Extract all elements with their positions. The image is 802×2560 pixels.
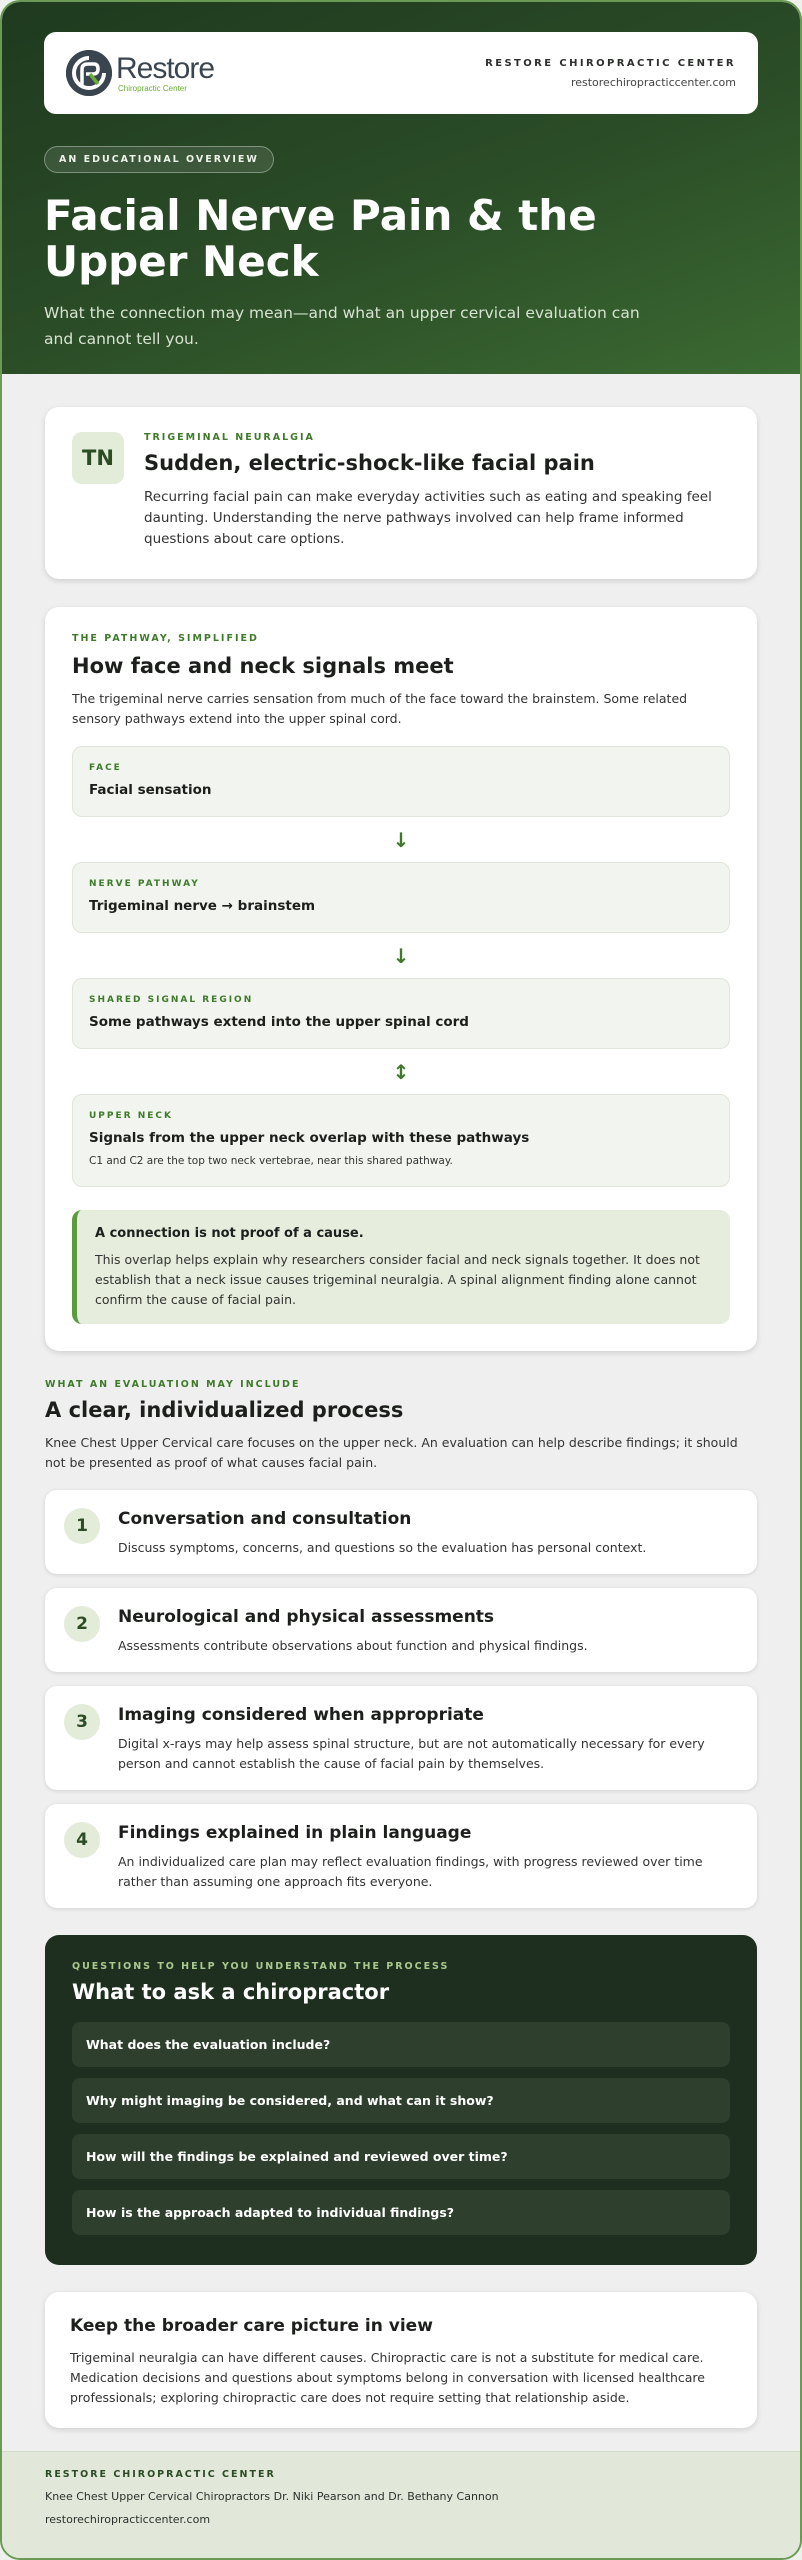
tn-card <box>45 407 757 579</box>
question-item: What does the evaluation include? <box>72 2022 730 2067</box>
care-card <box>45 2292 757 2428</box>
overview-pill: AN EDUCATIONAL OVERVIEW <box>44 146 274 173</box>
page-subtitle: What the connection may mean—and what an upper cervical evaluation can and cannot tell you. <box>44 304 640 348</box>
footer-doctors: Knee Chest Upper Cervical Chiropractors Dr. Niki Pearson and Dr. Bethany Cannon <box>45 2490 499 2503</box>
care-title: Keep the broader care picture in view <box>70 2316 433 2336</box>
tn-body: Recurring facial pain can make everyday activities such as eating and speaking feel daunting. Understanding the nerve pathways involved can help frame informed questions about care options. <box>144 489 712 547</box>
step-number: 1 <box>64 1508 100 1544</box>
logo-mark-icon <box>66 50 112 96</box>
process-step-body: An individualized care plan may reflect evaluation findings, with progress reviewed over time rather than assuming one approach fits everyone. <box>118 1854 703 1889</box>
process-step-title: Conversation and consultation <box>118 1509 412 1529</box>
process-step-body: Discuss symptoms, concerns, and questions so the evaluation has personal context. <box>118 1540 647 1555</box>
step-number: 4 <box>64 1822 100 1858</box>
tn-eyebrow: TRIGEMINAL NEURALGIA <box>144 432 315 443</box>
step-label: NERVE PATHWAY <box>89 879 200 889</box>
pathway-step-face <box>72 746 730 817</box>
pathway-step-nerve <box>72 862 730 933</box>
step-label: FACE <box>89 763 122 773</box>
process-step-title: Neurological and physical assessments <box>118 1607 495 1627</box>
process-step-title: Findings explained in plain language <box>118 1823 472 1843</box>
caution-callout <box>72 1210 730 1324</box>
process-step <box>45 1804 757 1908</box>
arrow-down-icon: ↓ <box>392 943 410 968</box>
question-item: How is the approach adapted to individual findings? <box>72 2190 730 2235</box>
pathway-step-shared <box>72 978 730 1049</box>
callout-title: A connection is not proof of a cause. <box>95 1226 364 1241</box>
process-step <box>45 1490 757 1574</box>
brand-name: RESTORE CHIROPRACTIC CENTER <box>485 57 736 69</box>
process-section <box>2 1379 800 1908</box>
process-step-body: Digital x-rays may help assess spinal structure, but are not automatically necessary for every person and cannot establish the cause of facial pain by themselves. <box>118 1736 705 1771</box>
step-title: Some pathways extend into the upper spinal cord <box>89 1014 469 1030</box>
care-body: Trigeminal neuralgia can have different causes. Chiropractic care is not a substitute for medical care. Medication decisions and questions about symptoms belong in conversation with licensed healthcare professionals; exploring chiropractic care does not require setting that relationship aside. <box>70 2350 705 2405</box>
footer <box>2 2451 800 2558</box>
footer-url[interactable]: restorechiropracticcenter.com <box>45 2513 211 2526</box>
footer-brand-name: RESTORE CHIROPRACTIC CENTER <box>45 2469 276 2480</box>
step-label: SHARED SIGNAL REGION <box>89 995 254 1005</box>
pathway-lead: The trigeminal nerve carries sensation from much of the face toward the brainstem. Some related sensory pathways extend into the upper spinal cord. <box>72 691 688 726</box>
question-item: How will the findings be explained and reviewed over time? <box>72 2134 730 2179</box>
step-note: C1 and C2 are the top two neck vertebrae, near this shared pathway. <box>89 1155 453 1167</box>
brand-info <box>485 58 736 89</box>
process-lead: Knee Chest Upper Cervical care focuses on the upper neck. An evaluation can help describe findings; it should not be presented as proof of what causes facial pain. <box>45 1435 738 1470</box>
step-number: 2 <box>64 1606 100 1642</box>
tn-badge: TN <box>72 432 124 484</box>
process-step-body: Assessments contribute observations about function and physical findings. <box>118 1638 588 1653</box>
arrow-down-icon: ↓ <box>392 827 410 852</box>
brand-bar <box>44 32 758 114</box>
hero <box>2 2 800 374</box>
process-step-title: Imaging considered when appropriate <box>118 1705 484 1725</box>
logo-word: Restore <box>116 51 215 85</box>
pathway-title: How face and neck signals meet <box>72 654 454 678</box>
questions-card <box>45 1935 757 2265</box>
process-step <box>45 1588 757 1672</box>
callout-body: This overlap helps explain why researchers consider facial and neck signals together. It does not establish that a neck issue causes trigeminal neuralgia. A spinal alignment finding alone cannot confirm the cause of facial pain. <box>95 1252 700 1307</box>
pathway-step-neck <box>72 1094 730 1187</box>
process-eyebrow: WHAT AN EVALUATION MAY INCLUDE <box>45 1379 301 1390</box>
brand-url[interactable]: restorechiropracticcenter.com <box>570 75 736 89</box>
process-step <box>45 1686 757 1790</box>
pathway-eyebrow: THE PATHWAY, SIMPLIFIED <box>72 633 259 644</box>
process-title: A clear, individualized process <box>45 1398 404 1422</box>
arrow-updown-icon: ↕ <box>392 1059 410 1084</box>
step-title: Signals from the upper neck overlap with these pathways <box>89 1130 530 1146</box>
logo[interactable] <box>66 50 214 96</box>
step-number: 3 <box>64 1704 100 1740</box>
questions-title: What to ask a chiropractor <box>72 1980 390 2004</box>
question-item: Why might imaging be considered, and what can it show? <box>72 2078 730 2123</box>
step-label: UPPER NECK <box>89 1111 173 1121</box>
logo-subtitle: Chiropractic Center <box>118 83 187 93</box>
tn-title: Sudden, electric-shock-like facial pain <box>144 451 595 475</box>
step-title: Trigeminal nerve → brainstem <box>89 898 316 914</box>
page-title: Facial Nerve Pain & the Upper Neck <box>44 191 597 286</box>
questions-eyebrow: QUESTIONS TO HELP YOU UNDERSTAND THE PROCESS <box>72 1961 450 1972</box>
step-title: Facial sensation <box>89 782 212 798</box>
pathway-card <box>45 607 757 1351</box>
